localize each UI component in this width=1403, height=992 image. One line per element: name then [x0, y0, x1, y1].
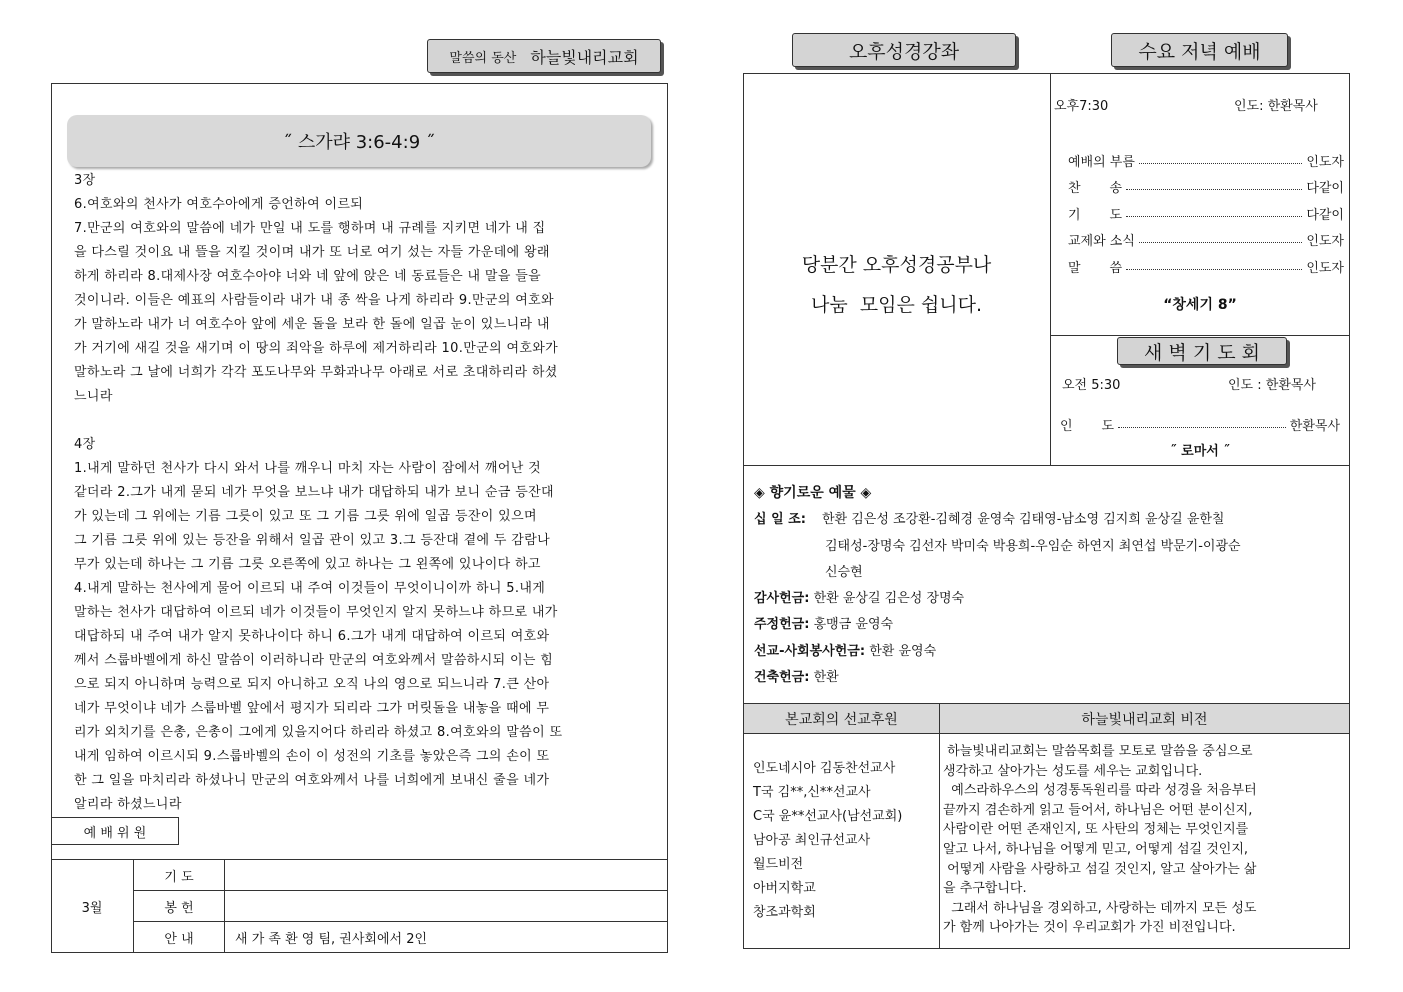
- vision-line: 그래서 하나님을 경외하고, 사랑하는 데까지 모든 성도: [943, 900, 1257, 916]
- tithe-list: [822, 507, 1241, 587]
- tithe-label: 십 일 조:: [754, 512, 806, 527]
- scripture-line: 가 있는데 그 위에는 기름 그릇이 있고 또 그 기름 그릇 위에 일곱 등잔이 있으며: [74, 509, 537, 524]
- order-who: 인도자: [1306, 234, 1344, 249]
- order-who: 인도자: [1306, 260, 1344, 276]
- scripture-line: 대답하되 내 주여 내가 알지 못하나이다 하니 6.그가 내게 대답하여 이르되 여호와: [74, 629, 550, 644]
- scripture-line: 내게 임하여 이르시되 9.스룹바벨의 손이 이 성전의 기초를 놓았은즉 그의 손이 또: [74, 749, 550, 764]
- scripture-line: 하게 하리라 8.대제사장 여호수아야 너와 네 앞에 앉은 네 동료들은 내 말을 들을: [74, 269, 542, 284]
- mission-item: 월드비전: [753, 857, 804, 872]
- wednesday-leader: 인도: 한환목사: [1234, 99, 1318, 114]
- order-item: 예배의 부름: [1068, 154, 1135, 170]
- committee-value: 새 가 족 환 영 팀, 권사회에서 2인: [225, 922, 669, 953]
- order-who: 다같이: [1306, 207, 1344, 223]
- dawn-text: ˝ 로마서 ˝: [1170, 444, 1230, 459]
- scripture-line: 것이니라. 이들은 예표의 사람들이라 내가 내 종 싹을 나게 하리라 9.만군의 여호와: [74, 293, 554, 308]
- thanks-names: 한환 윤상길 김은성 장명숙: [813, 591, 965, 606]
- scripture-line: 7.만군의 여호와의 말씀에 네가 만일 내 도를 행하며 내 규례를 지키면 네가 내 집: [74, 221, 546, 236]
- scripture-line: 께서 스룹바벨에게 하신 말씀이 이러하니라 만군의 여호와께서 말씀하시되 이는 힘: [74, 653, 554, 668]
- vision-line: 어떻게 사람을 사랑하고 섬길 것인지, 알고 살아가는 삶: [943, 861, 1257, 877]
- scripture-line: 같더라 2.그가 내게 묻되 네가 무엇을 보느냐 내가 대답하되 내가 보니 순금 등잔대: [74, 485, 554, 500]
- scripture-line: 6.여호와의 천사가 여호수아에게 증언하여 이르되: [74, 197, 364, 212]
- notice-line: 당분간 오후성경공부나: [801, 254, 992, 276]
- dawn-prayer-tab: [1117, 337, 1287, 365]
- order-who: 인도자: [1306, 154, 1344, 170]
- weekly-offering: [754, 612, 893, 639]
- order-item: 찬 송: [1068, 181, 1123, 196]
- wednesday-service-tab-label: 수요 저녁 예배: [1138, 40, 1261, 63]
- building-label: 건축헌금:: [754, 670, 810, 685]
- weekly-label: 주정헌금:: [754, 617, 810, 632]
- missions-list: [753, 757, 902, 925]
- dawn-prayer-tab-label: 새 벽 기 도 회: [1144, 341, 1260, 364]
- order-who: 다같이: [1306, 181, 1344, 196]
- vision-line: 사람이란 어떤 존재인지, 또 사탄의 정체는 무엇인지를: [943, 822, 1249, 838]
- dawn-lead-name: 한환목사: [1289, 419, 1340, 434]
- mission-item: C국 윤**선교사(남선교회): [753, 809, 903, 824]
- mission-item: 아버지학교: [753, 881, 816, 896]
- order-item: 교제와 소식: [1068, 234, 1135, 249]
- afternoon-study-tab: [792, 33, 1016, 67]
- missions-header: [744, 704, 939, 733]
- notice-line: 나눔 모임은 쉽니다.: [811, 294, 982, 316]
- mission-item: 창조과학회: [753, 905, 816, 920]
- dawn-time: 오전 5:30: [1062, 378, 1121, 393]
- scripture-line: 그 기름 그릇 위에 있는 등잔을 위해서 일곱 관이 있고 3.그 등잔대 곁에 두 감람나: [74, 533, 551, 548]
- scripture-line: 가 말하노라 내가 너 여호수아 앞에 세운 돌을 보라 한 돌에 일곱 눈이 있느니라 내: [74, 317, 550, 332]
- scripture-line: 한 그 일을 마치리라 하셨나니 만군의 여호와께서 나를 너희에게 보내신 줄을 네가: [74, 773, 550, 788]
- order-row: [1068, 223, 1344, 250]
- order-row: [1068, 249, 1344, 276]
- scripture-line: 느니라: [74, 389, 113, 404]
- weekly-names: 홍맹금 윤영숙: [813, 617, 894, 632]
- worship-committee-label-box: [51, 817, 179, 845]
- afternoon-study-tab-label: 오후성경강좌: [848, 40, 960, 63]
- vision-line: 예스라하우스의 성경통독원리를 따라 성경을 처음부터: [943, 783, 1257, 799]
- mission-offering: [754, 639, 936, 666]
- afternoon-study-notice: [743, 245, 1050, 325]
- scripture-line: 가 거기에 새길 것을 새기며 이 땅의 죄악을 하루에 제거하리라 10.만군의 여호와가: [74, 341, 559, 356]
- scripture-line: 4.내게 말하는 천사에게 물어 이르되 내 주여 이것들이 무엇이니이까 하니 5.내게: [74, 581, 546, 596]
- vision-header: [940, 704, 1349, 733]
- vision-line: 을 추구합니다.: [943, 881, 1027, 897]
- wednesday-service-tab: [1111, 33, 1288, 67]
- order-item: 말 씀: [1068, 260, 1123, 276]
- scripture-line: 으로 되지 아니하며 능력으로 되지 아니하고 오직 나의 영으로 되느니라 7.큰 산아: [74, 677, 550, 692]
- vision-line: 알고 나서, 하나님을 어떻게 믿고, 어떻게 섬길 것인지,: [943, 841, 1249, 857]
- mission-item: 남아공 최인규선교사: [753, 833, 871, 848]
- scripture-line: [74, 409, 664, 433]
- scripture-line: 1.내게 말하던 천사가 다시 와서 나를 깨우니 마치 자는 사람이 잠에서 깨어난 것: [74, 461, 542, 476]
- missions-header-label: 본교회의 선교후원: [785, 711, 898, 728]
- scripture-line: 네가 무엇이냐 네가 스룹바벨 앞에서 평지가 되리라 그가 머릿돌을 내놓을 때에 무: [74, 701, 550, 716]
- committee-value: [225, 860, 669, 891]
- wednesday-time: 오후7:30: [1054, 99, 1109, 114]
- wednesday-order: [1068, 143, 1344, 276]
- mission-item: 인도네시아 김동찬선교사: [753, 761, 896, 776]
- vision-line: 생각하고 살아가는 성도를 세우는 교회입니다.: [943, 763, 1203, 779]
- scripture-line: 알리라 하셨느니라: [74, 797, 182, 812]
- offerings-title: ◈ 향기로운 예물 ◈: [754, 485, 872, 501]
- committee-value: [225, 891, 669, 922]
- order-row: [1068, 143, 1344, 170]
- vision-header-label: 하늘빛내리교회 비전: [1081, 711, 1208, 728]
- scripture-line: 4장: [74, 437, 96, 452]
- scripture-title-banner: [67, 115, 651, 167]
- wednesday-sermon: “창세기 8”: [1163, 297, 1237, 313]
- scripture-line: 무가 있는데 하나는 그 기름 그릇 오른쪽에 있고 하나는 그 왼쪽에 있나이다 하고: [74, 557, 541, 572]
- scripture-text: [74, 169, 664, 817]
- vision-line: 끝까지 겸손하게 읽고 들어서, 하나님은 어떤 분이신지,: [943, 802, 1253, 818]
- order-item: 기 도: [1068, 207, 1123, 223]
- committee-role: 기 도: [134, 860, 225, 891]
- building-names: 한환: [813, 670, 839, 685]
- building-offering: [754, 665, 839, 692]
- dawn-lead-label: 인 도: [1060, 419, 1115, 434]
- scripture-line: 을 다스릴 것이요 내 뜰을 지킬 것이며 내가 또 너로 여기 섰는 자들 가운데에 왕래: [74, 245, 550, 260]
- church-name-tag: [427, 39, 661, 73]
- thanks-offering: [754, 586, 964, 613]
- worship-committee-table: [51, 859, 668, 953]
- tithe-line: 신승현: [825, 565, 863, 580]
- committee-role: 봉 헌: [134, 891, 225, 922]
- tithe-line: 한환 김은성 조강환-김혜경 윤영숙 김태영-남소영 김지희 윤상길 윤한칠: [822, 512, 1225, 527]
- scripture-line: 말하는 천사가 대답하여 이르되 네가 이것들이 무엇인지 알지 못하느냐 하므로 내가: [74, 605, 558, 620]
- scripture-line: 리가 외치기를 은총, 은총이 그에게 있을지어다 하리라 하셨고 8.여호와의 말씀이 또: [74, 725, 563, 740]
- vision-text: [943, 742, 1347, 938]
- mission-names: 한환 윤영숙: [869, 644, 937, 659]
- scripture-title: ˝ 스가랴 3:6-4:9 ˝: [283, 132, 435, 153]
- motto: 말씀의 동산: [449, 50, 517, 66]
- tithe-line: 김태성-장명숙 김선자 박미숙 박용희-우임순 하연지 최연섭 박문기-이광순: [825, 538, 1241, 554]
- dawn-leader: 인도 : 한환목사: [1228, 378, 1316, 393]
- dawn-lead-row: [1060, 412, 1340, 434]
- vision-line: 하늘빛내리교회는 말씀목회를 모토로 말씀을 중심으로: [943, 744, 1253, 759]
- mission-label: 선교-사회봉사헌금:: [754, 644, 866, 659]
- order-row: [1068, 170, 1344, 197]
- order-row: [1068, 196, 1344, 223]
- committee-role: 안 내: [134, 922, 225, 953]
- mission-item: T국 김**,신**선교사: [753, 785, 871, 800]
- worship-committee-label: 예 배 위 원: [83, 825, 147, 841]
- vision-line: 가 함께 나아가는 것이 우리교회가 가진 비전입니다.: [943, 920, 1236, 936]
- scripture-line: 3장: [74, 173, 96, 188]
- thanks-label: 감사헌금:: [754, 591, 810, 606]
- committee-month: 3월: [51, 860, 134, 953]
- scripture-line: 말하노라 그 날에 너희가 각각 포도나무와 무화과나무 아래로 서로 초대하리라 하셨: [74, 365, 558, 380]
- church-name: 하늘빛내리교회: [530, 47, 639, 67]
